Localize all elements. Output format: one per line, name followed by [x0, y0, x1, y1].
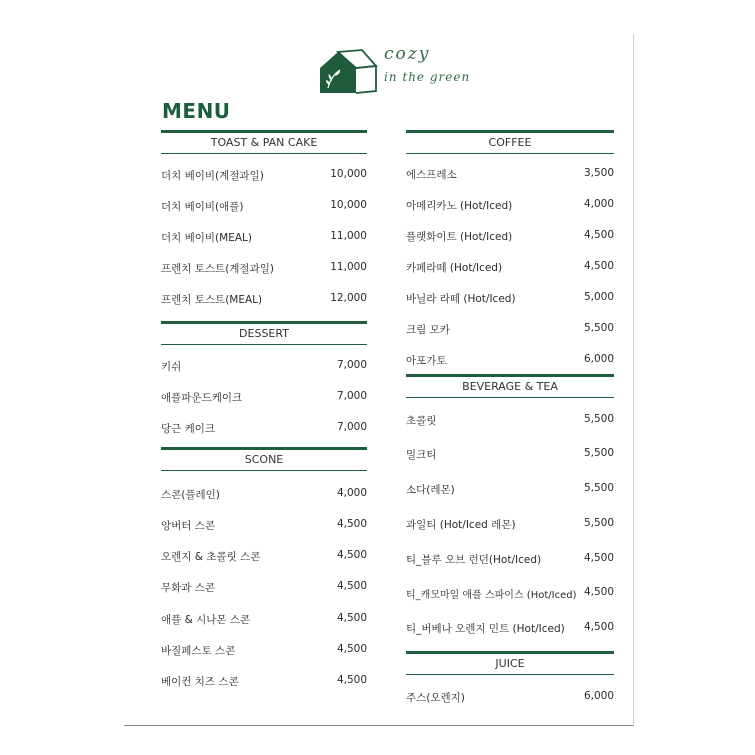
item-price: 6,000	[583, 353, 614, 365]
item-name: 티_버베나 오렌지 민트 (Hot/Iced)	[406, 623, 565, 635]
item-price: 4,500	[583, 586, 614, 598]
item-price: 5,500	[583, 482, 614, 494]
menu-item	[161, 612, 367, 630]
section-header-beverage	[406, 374, 614, 398]
item-name: 티_블루 오브 런던(Hot/Iced)	[406, 554, 542, 566]
item-price: 4,500	[336, 549, 367, 561]
menu-item	[406, 353, 614, 371]
menu-item	[406, 586, 614, 604]
menu-item	[161, 199, 367, 217]
item-price: 5,000	[583, 291, 614, 303]
menu-item	[406, 517, 614, 535]
item-price: 4,500	[336, 580, 367, 592]
item-name: 프렌치 토스트(MEAL)	[161, 294, 263, 306]
menu-item	[406, 447, 614, 465]
menu-item	[406, 552, 614, 570]
item-name: 플랫화이트 (Hot/Iced)	[406, 231, 513, 243]
item-name: 에스프레소	[406, 169, 457, 181]
item-price: 5,500	[583, 447, 614, 459]
item-name: 아포가토	[406, 355, 447, 367]
item-name: 소다(레몬)	[406, 484, 455, 496]
item-name: 과일티 (Hot/Iced 레몬)	[406, 519, 516, 531]
item-name: 스콘(플레인)	[161, 489, 220, 501]
item-price: 10,000	[330, 168, 367, 180]
item-price: 7,000	[336, 390, 367, 402]
item-name: 티_캐모마일 애플 스파이스 (Hot/Iced)	[406, 590, 577, 601]
item-name: 크림 모카	[406, 324, 450, 336]
menu-item	[161, 168, 367, 186]
menu-item	[406, 167, 614, 185]
menu-item	[406, 260, 614, 278]
section-title: TOAST & PAN CAKE	[210, 136, 318, 149]
item-name: 키쉬	[161, 361, 182, 373]
item-price: 4,000	[583, 198, 614, 210]
menu-item	[406, 198, 614, 216]
menu-item	[406, 229, 614, 247]
section-title: SCONE	[244, 453, 284, 466]
menu-item	[161, 230, 367, 248]
house-leaf-icon	[318, 46, 380, 94]
item-name: 애플파운드케이크	[161, 392, 243, 404]
item-price: 11,000	[330, 261, 367, 273]
item-name: 주스(오렌지)	[406, 692, 465, 704]
menu-item	[161, 580, 367, 598]
section-header-juice	[406, 651, 614, 675]
item-name: 바질페스토 스콘	[161, 645, 236, 657]
item-name: 베이컨 치즈 스콘	[161, 676, 239, 688]
item-name: 밀크티	[406, 449, 437, 461]
item-price: 5,500	[583, 517, 614, 529]
section-header-toast	[161, 130, 367, 154]
item-name: 초콜릿	[406, 415, 437, 427]
section-header-dessert	[161, 321, 367, 345]
item-name: 앙버터 스콘	[161, 520, 216, 532]
item-price: 3,500	[583, 167, 614, 179]
section-title: JUICE	[495, 657, 525, 670]
section-title: COFFEE	[488, 136, 532, 149]
menu-item	[161, 643, 367, 661]
section-header-scone	[161, 447, 367, 471]
menu-item	[406, 482, 614, 500]
item-name: 바닐라 라떼 (Hot/Iced)	[406, 293, 516, 305]
item-price: 10,000	[330, 199, 367, 211]
menu-item	[161, 674, 367, 692]
item-price: 5,500	[583, 413, 614, 425]
menu-item	[161, 487, 367, 505]
menu-item	[406, 690, 614, 708]
item-price: 7,000	[336, 359, 367, 371]
section-title: DESSERT	[239, 327, 289, 340]
item-price: 4,500	[336, 518, 367, 530]
menu-item	[161, 261, 367, 279]
item-price: 4,000	[336, 487, 367, 499]
page-title: MENU	[162, 99, 231, 123]
item-price: 4,500	[336, 643, 367, 655]
menu-item	[406, 291, 614, 309]
menu-item	[406, 621, 614, 639]
item-name: 아메리카노 (Hot/Iced)	[406, 200, 513, 212]
item-price: 4,500	[583, 552, 614, 564]
item-price: 4,500	[583, 621, 614, 633]
item-name: 무화과 스콘	[161, 582, 216, 594]
item-price: 11,000	[330, 230, 367, 242]
menu-item	[161, 518, 367, 536]
section-header-coffee	[406, 130, 614, 154]
item-name: 당근 케이크	[161, 423, 216, 435]
item-name: 더치 베이비(애플)	[161, 201, 244, 213]
section-title: BEVERAGE & TEA	[462, 380, 558, 393]
menu-item	[406, 413, 614, 431]
item-price: 6,000	[583, 690, 614, 702]
item-name: 더치 베이비(계절과일)	[161, 170, 264, 182]
item-name: 프렌치 토스트(계절과일)	[161, 263, 274, 275]
item-name: 카페라떼 (Hot/Iced)	[406, 262, 503, 274]
brand-line-1: cozy	[384, 44, 431, 64]
menu-item	[161, 549, 367, 567]
menu-item	[161, 359, 367, 377]
item-price: 5,500	[583, 322, 614, 334]
menu-item	[406, 322, 614, 340]
item-name: 애플 & 시나몬 스콘	[161, 614, 251, 626]
item-name: 더치 베이비(MEAL)	[161, 232, 252, 244]
item-name: 오렌지 & 초콜릿 스콘	[161, 551, 261, 563]
item-price: 12,000	[330, 292, 367, 304]
item-price: 7,000	[336, 421, 367, 433]
menu-item	[161, 390, 367, 408]
brand-line-2: in the green	[384, 70, 471, 84]
menu-item	[161, 292, 367, 310]
menu-item	[161, 421, 367, 439]
item-price: 4,500	[336, 674, 367, 686]
item-price: 4,500	[336, 612, 367, 624]
brand-logo	[318, 44, 498, 96]
item-price: 4,500	[583, 229, 614, 241]
item-price: 4,500	[583, 260, 614, 272]
